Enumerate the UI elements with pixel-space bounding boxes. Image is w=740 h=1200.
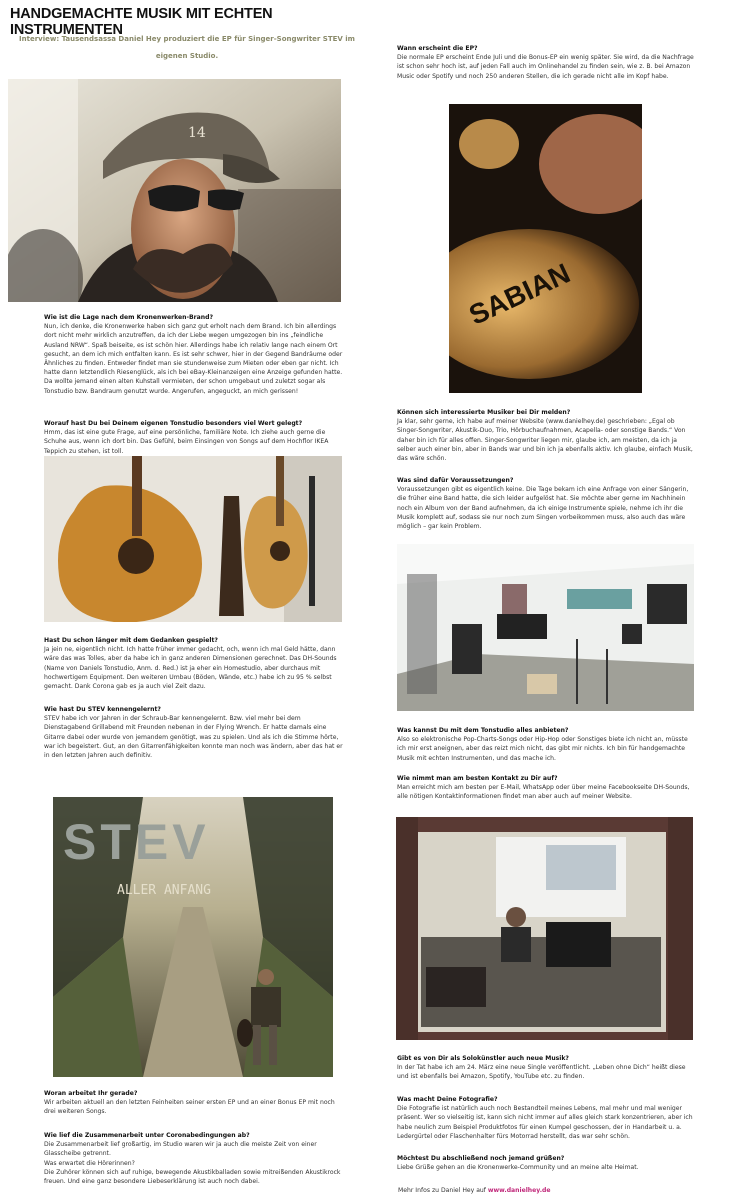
- qa-block-current-work: [44, 1089, 344, 1117]
- answer: Voraussetzungen gibt es eigentlich keine. Die Tage bekam ich eine Anfrage von einer Sängerin, die früher eine Band hatte, die sich leider aufgelöst hat. Sie möchte aber gerne im Nachhinein noch ein Album von der Band aufnehmen, da ich einige Instrumente spiele, nehme ich ihr die Musik komplett auf, sodass sie nur noch zum Singen vorbeikommen muss, also auch das wäre möglich – gar kein Problem.: [397, 486, 689, 531]
- footer-info: [398, 1187, 551, 1194]
- qa-block-studio-value: [44, 419, 344, 456]
- portrait-photo: [8, 79, 341, 302]
- article-subtitle: Interview: Tausendsassa Daniel Hey produziert die EP für Singer-Songwriter STEV im eigenen Studio.: [19, 35, 355, 60]
- answer: Die Fotografie ist natürlich auch noch Bestandteil meines Lebens, mal mehr und mal weniger präsent. Wer so vielseitig ist, kann sich nicht immer auf alles gleich stark konzentrieren, aber ich habe neulich zum Beispiel Produktfotos für einen Kumpel geschossen, der in Handarbeit u. a. Ledergürtel oder Flaschenhalter fürs Motorrad herstellt, das war sehr schön.: [397, 1105, 693, 1140]
- answer: Ja jein ne, eigentlich nicht. Ich hatte früher immer gedacht, och, wenn ich mal Geld hätte, dann wäre das was Tolles, aber da habe ich in ganz anderen Dimensionen gerechnet. Das DH-Sounds (Name von Daniels Tonstudio, Anm. d. Red.) ist ja eher ein Homestudio, aber durchaus mit hochwertigem Equipment. Den weiteren Umbau (Böden, Wände, etc.) habe ich zu 95 % selbst gemacht. Dank Corona gab es ja auch viel Zeit dazu.: [44, 646, 337, 691]
- answer: Die Zuhörer können sich auf ruhige, bewegende Akustikballaden sowie mitreißenden Akustikrock freuen. Und eine ganz besondere Liebeserklärung ist auch noch dabei.: [44, 1168, 341, 1186]
- question: Woran arbeitet Ihr gerade?: [44, 1090, 138, 1097]
- answer: STEV habe ich vor Jahren in der Schraub-Bar kennengelernt. Bzw. viel mehr bei dem Dienstagabend Grillabend mit Freunden nebenan in der Flying Wrench. Er hatte damals eine Gitarre dabei oder wurde von jemandem genötigt, was zu spielen. Und als ich die Stimme hörte, war ich begeistert. Gut, an den Gitarrenfähigkeiten konnte man noch was ändern, aber das hat er in den letzten Jahren auch definitiv.: [44, 715, 343, 760]
- question: Was sind dafür Voraussetzungen?: [397, 477, 514, 484]
- answer: Hmm, das ist eine gute Frage, auf eine persönliche, familiäre Note. Ich ziehe auch gerne die Schuhe aus, wenn ich dort bin. Das Gefühl, beim Einsingen von Songs auf dem Hochflor IKEA Teppich zu stehen, ist toll.: [44, 429, 329, 455]
- question: Was macht Deine Fotografie?: [397, 1096, 498, 1103]
- footer-text: Mehr Infos zu Daniel Hey auf: [398, 1187, 486, 1194]
- question: Wie lief die Zusammenarbeit unter Coronabedingungen ab?: [44, 1132, 250, 1139]
- answer: Ja klar, sehr gerne, ich habe auf meiner Website (www.danielhey.de) geschrieben: „Egal ob Singer-Songwriter, Akustik-Duo, Trio, Hörbuchaufnahmen, Acapella- oder sonstige Bands.“ Von daher bin ich für alles offen. Singer-Songwriter liegen mir, glaube ich, am meisten, da ich ja selber auch einer bin, aber in Bands war und bin ich ja ebenfalls aktiv. Ich glaube, einfach Musik, das wäre schön.: [397, 418, 693, 463]
- answer: Also so elektronische Pop-Charts-Songs oder Hip-Hop oder Sonstiges biete ich nicht an, müsste ich mir erst aneignen, aber das reizt mich nicht, das gibt mir nichts. Ich bin für handgemachte Musik mit echten Instrumenten, und das mache ich.: [397, 736, 688, 762]
- answer: Liebe Grüße gehen an die Kronenwerke-Community und an meine alte Heimat.: [397, 1164, 639, 1172]
- answer: Nun, ich denke, die Kronenwerke haben sich ganz gut erholt nach dem Brand. Ich bin allerdings dort nicht mehr wirklich anzutreffen, da ich der Liebe wegen umgezogen bin ins „feindliche Ausland NRW“. Spaß beiseite, es ist schön hier. Allerdings habe ich relativ lange nach einem Ort gesucht, an dem ich mich entfalten kann. Es ist sehr schwer, hier in der Gegend Bandräume oder Ähnliches zu finden. Entweder findet man sie stundenweise zum Mieten oder eben gar nicht. Ich hatte dann letztendlich Riesenglück, als ich bei eBay-Kleinanzeigen eine Anzeige gefunden hatte. Da wollte jemand einen alten Kuhstall vermieten, der schon umgebaut und zuletzt sogar als Tonstudio bzw. Bandraum genutzt wurde. Angerufen, angeguckt, an mich gerissen!: [44, 323, 343, 395]
- qa-block-photography: [397, 1095, 697, 1141]
- answer: Wir arbeiten aktuell an den letzten Feinheiten seiner ersten EP und an einer Bonus EP mit noch drei weiteren Songs.: [44, 1099, 335, 1116]
- qa-block-release: [397, 44, 697, 81]
- answer: Die normale EP erscheint Ende Juli und die Bonus-EP ein wenig später. Sie wird, da die Nachfrage ist schon sehr hoch ist, auf jeden Fall auch im Onlinehandel zu finden sein, wie z. B. bei Amazon Music oder Spotify und noch 250 anderen Stellen, die ich gerade nicht alle im Kopf habe.: [397, 54, 694, 80]
- question: Wie ist die Lage nach dem Kronenwerken-Brand?: [44, 314, 213, 321]
- question: Gibt es von Dir als Solokünstler auch neue Musik?: [397, 1055, 569, 1062]
- answer: Man erreicht mich am besten per E-Mail, WhatsApp oder über meine Facebookseite DH-Sounds, alle nötigen Kontaktinformationen findet man aber auch auf meiner Website.: [397, 784, 690, 801]
- qa-block-long-thought: [44, 636, 344, 691]
- question: Worauf hast Du bei Deinem eigenen Tonstudio besonders viel Wert gelegt?: [44, 420, 303, 427]
- cap-logo-text: 14: [188, 125, 206, 141]
- album-artist: STEV: [63, 814, 210, 870]
- question: Wie hast Du STEV kennengelernt?: [44, 706, 161, 713]
- qa-block-corona: [44, 1131, 344, 1186]
- qa-block-new-music: [397, 1054, 697, 1082]
- qa-block-musicians: [397, 408, 697, 463]
- qa-block-requirements: [397, 476, 697, 531]
- answer: In der Tat habe ich am 24. März eine neue Single veröffentlicht. „Leben ohne Dich“ heißt diese und ist ebenfalls bei Amazon, Spotify, YouTube etc. zu finden.: [397, 1064, 686, 1081]
- question: Hast Du schon länger mit dem Gedanken gespielt?: [44, 637, 218, 644]
- question: Was kannst Du mit dem Tonstudio alles anbieten?: [397, 727, 569, 734]
- guitars-photo: [44, 456, 342, 622]
- question: Wie nimmt man am besten Kontakt zu Dir auf?: [397, 775, 558, 782]
- qa-block-brand: [44, 313, 344, 396]
- qa-block-contact: [397, 774, 697, 802]
- website-link[interactable]: www.danielhey.de: [487, 1187, 551, 1194]
- question-inline: Was erwartet die Hörerinnen?: [44, 1159, 135, 1167]
- cymbal-photo: [449, 104, 642, 393]
- album-cover: [53, 797, 333, 1077]
- question: Möchtest Du abschließend noch jemand grüßen?: [397, 1155, 565, 1162]
- answer: Die Zusammenarbeit lief großartig, im Studio waren wir ja auch die meiste Zeit von einer Glasscheibe getrennt.: [44, 1141, 317, 1158]
- question: Können sich interessierte Musiker bei Dir melden?: [397, 409, 571, 416]
- studio-room-photo: [397, 544, 694, 711]
- qa-block-greetings: [397, 1154, 697, 1172]
- control-room-photo: [396, 817, 693, 1040]
- question: Wann erscheint die EP?: [397, 45, 478, 52]
- cymbal-brand: SABIAN: [464, 257, 575, 331]
- album-title: ALLER ANFANG: [117, 883, 211, 898]
- qa-block-met-stev: [44, 705, 344, 760]
- qa-block-offer: [397, 726, 697, 763]
- page-title: HANDGEMACHTE MUSIK MIT ECHTEN INSTRUMENTEN: [10, 6, 273, 38]
